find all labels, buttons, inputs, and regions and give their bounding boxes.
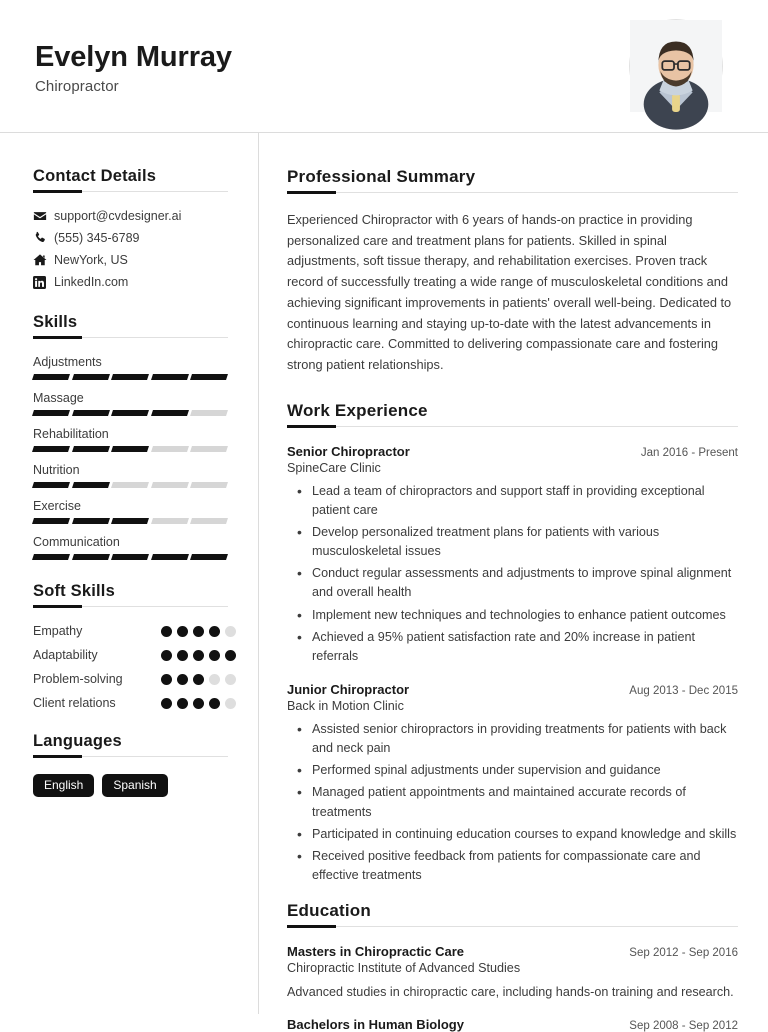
rating-dots — [161, 626, 236, 637]
profile-photo-icon — [630, 20, 722, 112]
section-rule — [33, 191, 228, 192]
resume-header — [0, 0, 768, 133]
work-organization: Back in Motion Clinic — [287, 699, 404, 714]
contact-item-linkedin[interactable] — [33, 275, 228, 289]
soft-skill-item — [33, 624, 228, 638]
section-heading: Soft Skills — [33, 582, 115, 600]
section-professional-summary — [287, 167, 738, 376]
skill-bar — [33, 554, 227, 560]
education-entry — [287, 1017, 738, 1032]
list-item: • Participated in continuing education courses to expand knowledge and skills — [287, 825, 738, 844]
skill-item — [33, 499, 228, 524]
education-entry — [287, 944, 738, 1003]
work-bullet-list — [287, 720, 738, 885]
soft-skill-label: Adaptability — [33, 648, 98, 662]
list-item: • Achieved a 95% patient satisfaction rate and 20% increase in patient referrals — [287, 628, 738, 666]
work-date: Aug 2013 - Dec 2015 — [629, 685, 738, 698]
contact-value: (555) 345-6789 — [54, 231, 140, 245]
skill-label: Massage — [33, 391, 84, 405]
linkedin-icon — [33, 276, 54, 289]
skill-label: Nutrition — [33, 463, 80, 477]
skill-bar — [33, 482, 227, 488]
education-description: Advanced studies in chiropractic care, including hands-on training and research. — [287, 985, 734, 1000]
list-item: • Lead a team of chiropractors and support staff in providing exceptional patient care — [287, 482, 738, 520]
soft-skill-label: Empathy — [33, 624, 83, 638]
section-languages — [33, 732, 228, 797]
education-entry-header — [287, 1017, 738, 1032]
job-title: Chiropractor — [35, 78, 119, 96]
rating-dots — [161, 698, 236, 709]
work-entry — [287, 682, 738, 885]
section-rule — [33, 756, 228, 757]
list-item: • Managed patient appointments and maintained accurate records of treatments — [287, 783, 738, 821]
resume-body — [0, 133, 768, 1032]
section-heading: Education — [287, 901, 371, 921]
work-entry-header — [287, 682, 738, 697]
skill-item — [33, 463, 228, 488]
section-skills — [33, 313, 228, 560]
list-item: • Received positive feedback from patients for compassionate care and effective treatments — [287, 847, 738, 885]
section-heading: Work Experience — [287, 400, 428, 420]
list-item: • Performed spinal adjustments under supervision and guidance — [287, 761, 738, 780]
skill-bar — [33, 410, 227, 416]
work-role: Senior Chiropractor — [287, 443, 410, 459]
identity-block — [35, 37, 232, 95]
section-heading: Skills — [33, 313, 78, 331]
contact-list — [33, 209, 228, 289]
soft-skill-item — [33, 648, 228, 662]
main-content — [259, 133, 768, 1032]
list-item: • Assisted senior chiropractors in providing treatments for patients with back and neck pain — [287, 720, 738, 758]
section-work-experience — [287, 401, 738, 885]
skill-label: Adjustments — [33, 355, 102, 369]
skill-item — [33, 391, 228, 416]
work-date: Jan 2016 - Present — [640, 446, 738, 459]
education-degree: Masters in Chiropractic Care — [287, 944, 465, 960]
phone-icon — [33, 231, 54, 245]
soft-skill-label: Problem-solving — [33, 672, 123, 686]
contact-item-location[interactable] — [33, 253, 228, 267]
soft-skill-item — [33, 672, 228, 686]
section-rule — [287, 192, 738, 193]
page-title: Evelyn Murray — [35, 40, 232, 73]
work-bullet-list — [287, 482, 738, 666]
contact-item-email[interactable] — [33, 209, 228, 223]
section-heading: Professional Summary — [287, 167, 476, 186]
section-heading: Contact Details — [33, 167, 157, 185]
language-tag-list — [33, 774, 228, 797]
section-rule — [33, 606, 228, 607]
list-item: • Implement new techniques and technologies to enhance patient outcomes — [287, 606, 738, 625]
avatar — [629, 19, 723, 113]
section-rule — [287, 926, 738, 927]
skill-label: Rehabilitation — [33, 427, 109, 441]
soft-skill-list — [33, 624, 228, 710]
home-icon — [33, 253, 54, 267]
rating-dots — [161, 650, 236, 661]
work-organization: SpineCare Clinic — [287, 460, 381, 475]
education-date: Sep 2012 - Sep 2016 — [629, 947, 738, 960]
education-school: Chiropractic Institute of Advanced Studies — [287, 961, 521, 976]
language-tag: Spanish — [102, 774, 167, 797]
contact-item-phone[interactable] — [33, 231, 228, 245]
skill-item — [33, 355, 228, 380]
work-entry-header — [287, 444, 738, 459]
skill-bar — [33, 374, 227, 380]
list-item: • Conduct regular assessments and adjustments to improve spinal alignment and overall health — [287, 564, 738, 602]
skill-bar — [33, 518, 227, 524]
list-item: • Develop personalized treatment plans for patients with various musculoskeletal issues — [287, 523, 738, 561]
section-soft-skills — [33, 582, 228, 710]
education-entry-header — [287, 944, 738, 959]
skill-bar-list — [33, 355, 228, 560]
contact-value: LinkedIn.com — [54, 275, 129, 289]
section-contact-details — [33, 167, 228, 289]
work-entry — [287, 444, 738, 666]
soft-skill-label: Client relations — [33, 696, 116, 710]
section-rule — [33, 337, 228, 338]
sidebar — [0, 133, 259, 1014]
education-date: Sep 2008 - Sep 2012 — [629, 1019, 738, 1032]
skill-label: Exercise — [33, 499, 81, 513]
contact-value: NewYork, US — [54, 253, 128, 267]
section-rule — [287, 426, 738, 427]
section-education — [287, 901, 738, 1032]
skill-label: Communication — [33, 535, 120, 549]
education-degree: Bachelors in Human Biology — [287, 1016, 464, 1032]
envelope-icon — [33, 209, 54, 223]
summary-text: Experienced Chiropractor with 6 years of hands-on practice in providing personalized care and treatment plans for patients. Skilled in spinal adjustments, soft tissue therapy, and rehabilitation exercises. Proven track record of successfully treating a wide range of musculoskeletal conditions and achieving significant improvements in patients' overall well-being. Dedicated to continuous learning and staying up-to-date with the latest advancements in chiropractic care. Committed to delivering compassionate care and fostering strong patient relationships. — [287, 212, 732, 373]
skill-item — [33, 535, 228, 560]
language-tag: English — [33, 774, 94, 797]
rating-dots — [161, 674, 236, 685]
skill-item — [33, 427, 228, 452]
work-role: Junior Chiropractor — [287, 682, 410, 698]
contact-value: support@cvdesigner.ai — [54, 209, 182, 223]
skill-bar — [33, 446, 227, 452]
section-heading: Languages — [33, 732, 122, 750]
soft-skill-item — [33, 696, 228, 710]
